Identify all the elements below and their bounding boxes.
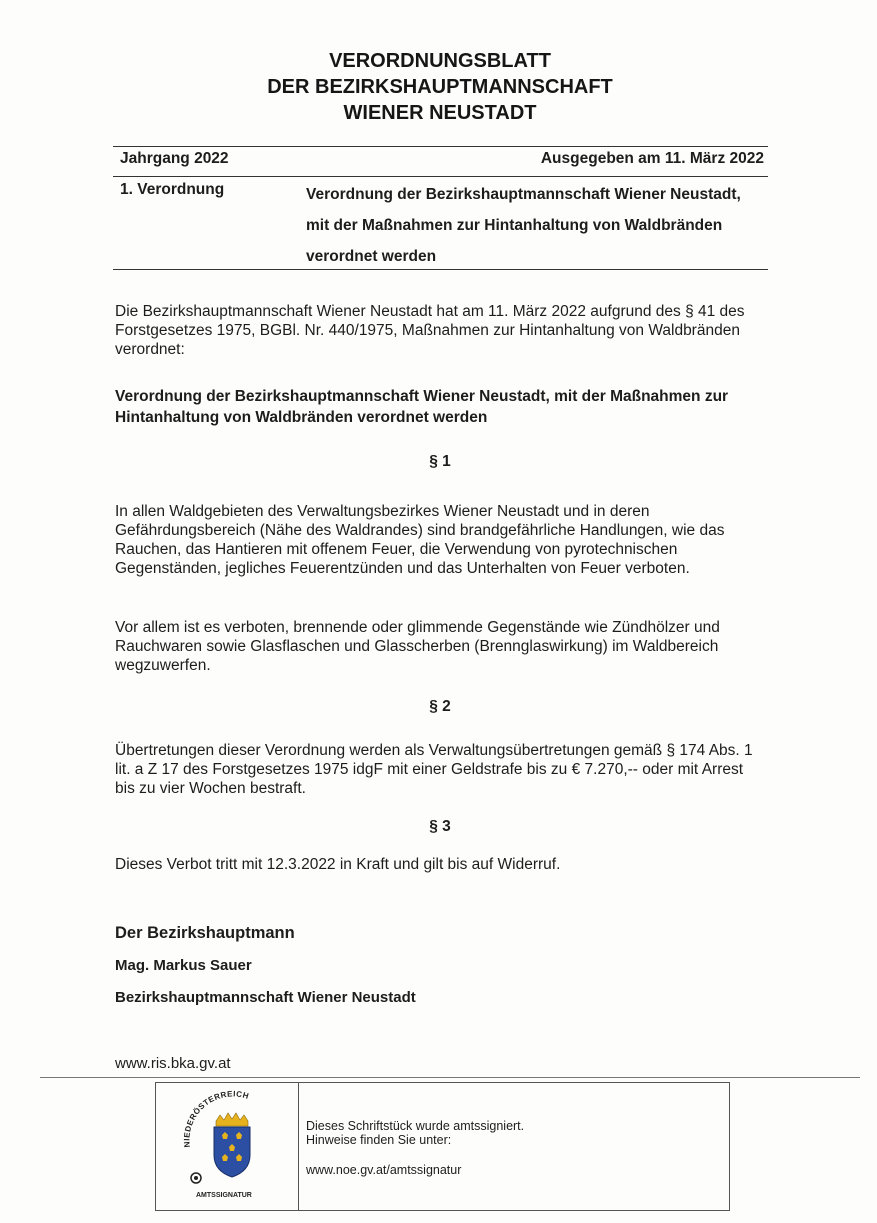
seal-top-text: NIEDERÖSTERREICH: [182, 1089, 251, 1148]
divider-ordinance: [113, 269, 768, 270]
document-title: [140, 48, 740, 126]
stamp-notice: [306, 1119, 706, 1147]
intro-paragraph: Die Bezirkshauptmannschaft Wiener Neustadt hat am 11. März 2022 aufgrund des § 41 des Forstgesetzes 1975, BGBl. Nr. 440/1975, Maßnahmen zur Hintanhaltung von Waldbränden verordnet:: [115, 303, 745, 358]
stamp-divider: [298, 1083, 299, 1210]
title-line-2: DER BEZIRKSHAUPTMANNSCHAFT: [267, 76, 613, 98]
signature-role: Der Bezirkshauptmann: [115, 924, 295, 942]
section-2-label: § 2: [429, 698, 451, 715]
divider-footer: [40, 1077, 860, 1078]
section-1-paragraph-1: In allen Waldgebieten des Verwaltungsbezirkes Wiener Neustadt und in deren Gefährdungsbereich (Nähe des Waldrandes) sind brandgefährliche Handlungen, wie das Rauchen, das Hantieren mit offenem Feuer, die Verwendung von pyrotechnischen Gegenständen, jegliches Feuerentzünden und das Unterhalten von Feuer verboten.: [115, 503, 725, 577]
ordinance-title: Verordnung der Bezirkshauptmannschaft Wiener Neustadt, mit der Maßnahmen zur Hintanhaltung von Waldbränden verordnet werden: [306, 186, 741, 265]
signature-stamp-box: [155, 1082, 730, 1211]
title-line-3: WIENER NEUSTADT: [343, 102, 537, 124]
divider-meta: [113, 176, 768, 177]
official-seal-logo: [166, 1085, 294, 1209]
title-line-1: VERORDNUNGSBLATT: [329, 50, 551, 72]
section-3-paragraph: Dieses Verbot tritt mit 12.3.2022 in Kraft und gilt bis auf Widerruf.: [115, 856, 561, 873]
divider-top: [113, 146, 768, 147]
section-3-label: § 3: [429, 818, 451, 835]
coat-of-arms-icon: [214, 1113, 250, 1177]
stamp-line-2: Hinweise finden Sie unter:: [306, 1133, 452, 1147]
signature-name: Mag. Markus Sauer: [115, 957, 252, 974]
signature-authority: Bezirkshauptmannschaft Wiener Neustadt: [115, 989, 416, 1006]
section-2-paragraph: Übertretungen dieser Verordnung werden als Verwaltungsübertretungen gemäß § 174 Abs. 1 lit. a Z 17 des Forstgesetzes 1975 idgF mit einer Geldstrafe bis zu € 7.270,-- oder mit Arrest bis zu vier Wochen bestraft.: [115, 742, 753, 797]
seal-bottom-text: AMTSSIGNATUR: [196, 1192, 252, 1199]
section-1-label: § 1: [429, 453, 451, 470]
ordinance-heading: Verordnung der Bezirkshauptmannschaft Wiener Neustadt, mit der Maßnahmen zur Hintanhaltung von Waldbränden verordnet werden: [115, 388, 729, 426]
issue-date: Ausgegeben am 11. März 2022: [540, 150, 764, 167]
amtssignatur-link[interactable]: www.noe.gv.at/amtssignatur: [306, 1163, 462, 1177]
section-1-paragraph-2: Vor allem ist es verboten, brennende oder glimmende Gegenstände wie Zündhölzer und Rauchwaren sowie Glasflaschen und Glasscherben (Brennglaswirkung) im Waldbereich wegzuwerfen.: [115, 619, 720, 674]
stamp-line-1: Dieses Schriftstück wurde amtssigniert.: [306, 1119, 525, 1133]
website-link[interactable]: www.ris.bka.gv.at: [115, 1055, 231, 1072]
at-sign-icon: [191, 1173, 201, 1183]
jahrgang: Jahrgang 2022: [120, 150, 229, 167]
ordinance-number: 1. Verordnung: [120, 181, 225, 198]
